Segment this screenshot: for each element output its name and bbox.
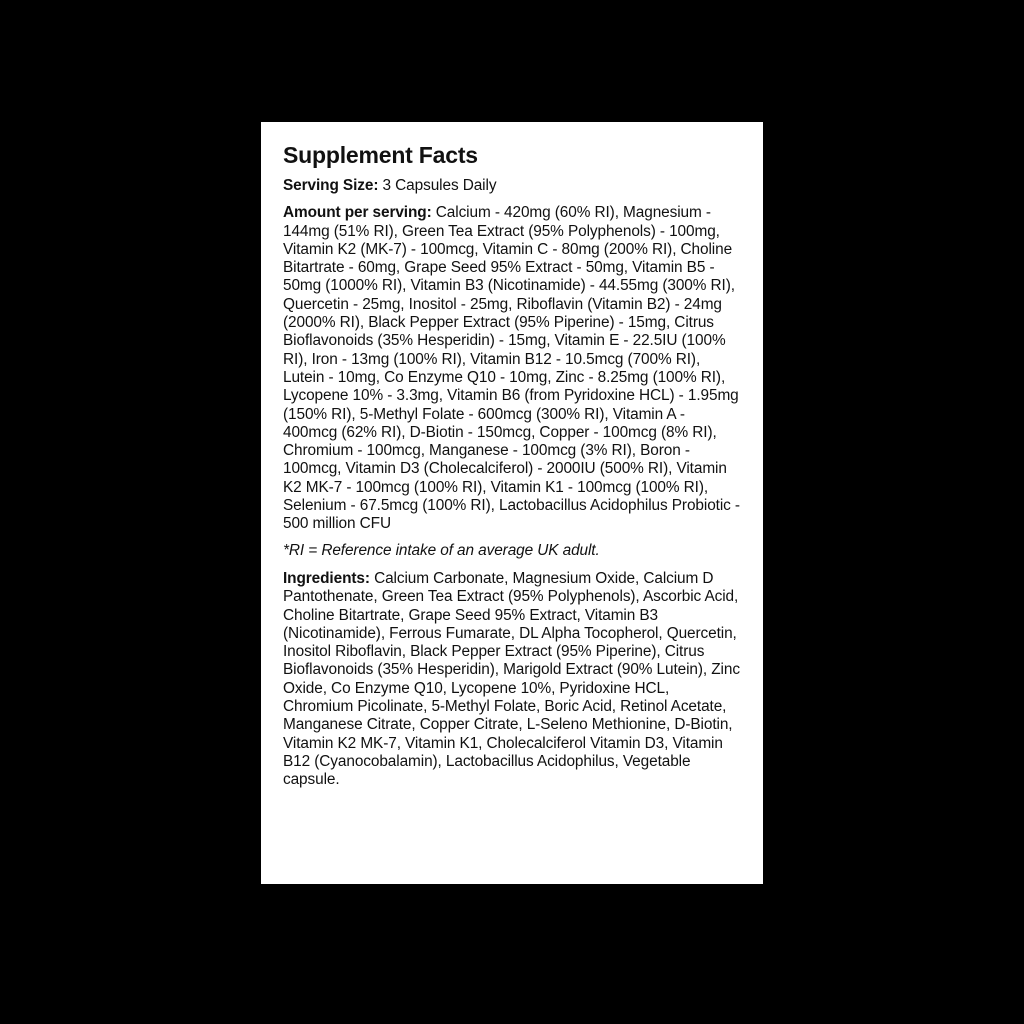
ri-footnote: *RI = Reference intake of an average UK adult. xyxy=(283,541,600,559)
amount-per-serving xyxy=(283,204,741,533)
supplement-facts-panel xyxy=(261,122,763,884)
ingredients-value: Calcium Carbonate, Magnesium Oxide, Calcium D Pantothenate, Green Tea Extract (95% Polyphenols), Ascorbic Acid, Choline Bitartrate, Grape Seed 95% Extract, Vitamin B3 (Nicotinamide), Ferrous Fumarate, DL Alpha Tocopherol, Quercetin, Inositol Riboflavin, Black Pepper Extract (95% Piperine), Citrus Bioflavonoids (35% Hesperidin), Marigold Extract (90% Lutein), Zinc Oxide, Co Enzyme Q10, Lycopene 10%, Pyridoxine HCL, Chromium Picolinate, 5-Methyl Folate, Boric Acid, Retinol Acetate, Manganese Citrate, Copper Citrate, L-Seleno Methionine, D-Biotin, Vitamin K2 MK-7, Vitamin K1, Cholecalciferol Vitamin D3, Vitamin B12 (Cyanocobalamin), Lactobacillus Acidophilus, Vegetable capsule. xyxy=(283,569,740,789)
ingredients xyxy=(283,570,741,790)
ingredients-label: Ingredients: xyxy=(283,569,370,587)
amount-per-serving-label: Amount per serving: xyxy=(283,204,432,222)
panel-title: Supplement Facts xyxy=(283,142,478,168)
serving-size xyxy=(283,177,741,195)
serving-size-value: 3 Capsules Daily xyxy=(378,177,497,194)
amount-per-serving-value: Calcium - 420mg (60% RI), Magnesium - 144mg (51% RI), Green Tea Extract (95% Polyphenols) - 100mg, Vitamin K2 (MK-7) - 100mcg, Vitamin C - 80mg (200% RI), Choline Bitartrate - 60mg, Grape Seed 95% Extract - 50mg, Vitamin B5 - 50mg (1000% RI), Vitamin B3 (Nicotinamide) - 44.55mg (300% RI), Quercetin - 25mg, Inositol - 25mg, Riboflavin (Vitamin B2) - 24mg (2000% RI), Black Pepper Extract (95% Piperine) - 15mg, Citrus Bioflavonoids (35% Hesperidin) - 15mg, Vitamin E - 22.5IU (100% RI), Iron - 13mg (100% RI), Vitamin B12 - 10.5mcg (700% RI), Lutein - 10mg, Co Enzyme Q10 - 10mg, Zinc - 8.25mg (100% RI), Lycopene 10% - 3.3mg, Vitamin B6 (from Pyridoxine HCL) - 1.95mg (150% RI), 5-Methyl Folate - 600mcg (300% RI), Vitamin A - 400mcg (62% RI), D-Biotin - 150mcg, Copper - 100mcg (8% RI), Chromium - 100mcg, Manganese - 100mcg (3% RI), Boron - 100mcg, Vitamin D3 (Cholecalciferol) - 2000IU (500% RI), Vitamin K2 MK-7 - 100mcg (100% RI), Vitamin K1 - 100mcg (100% RI), Selenium - 67.5mcg (100% RI), Lactobacillus Acidophilus Probiotic - 500 million CFU xyxy=(283,204,740,533)
serving-size-label: Serving Size: xyxy=(283,177,379,194)
